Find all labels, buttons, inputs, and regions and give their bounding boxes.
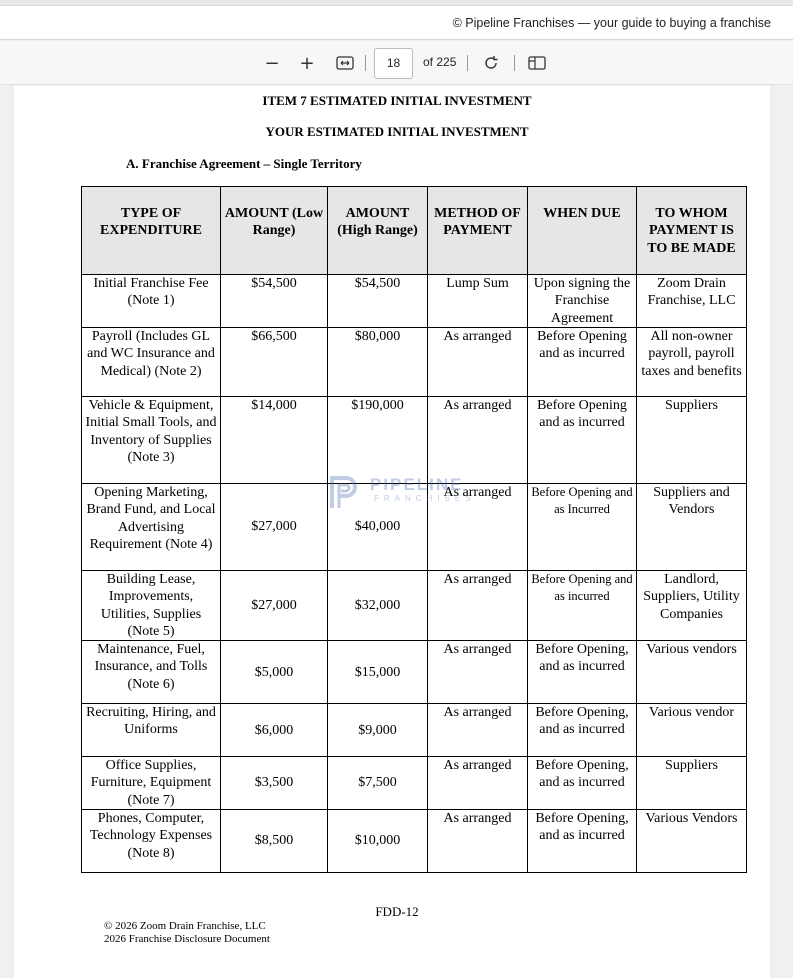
site-credit-bar — [0, 6, 793, 40]
cell-low: $5,000 — [221, 641, 328, 704]
document-page — [14, 86, 770, 978]
cell-low: $3,500 — [221, 757, 328, 810]
cell-type: Phones, Computer, Technology Expenses (Note 8) — [82, 810, 221, 873]
table-row — [82, 810, 747, 873]
cell-high: $32,000 — [328, 571, 428, 641]
cell-type: Initial Franchise Fee (Note 1) — [82, 275, 221, 328]
toolbar-divider — [467, 55, 468, 71]
cell-high: $40,000 — [328, 484, 428, 571]
cell-whom: Landlord, Suppliers, Utility Companies — [637, 571, 747, 641]
item-heading: ITEM 7 ESTIMATED INITIAL INVESTMENT — [262, 93, 532, 108]
table-row — [82, 484, 747, 571]
cell-method: As arranged — [428, 704, 528, 757]
cell-type: Vehicle & Equipment, Initial Small Tools, and Inventory of Supplies (Note 3) — [82, 397, 221, 484]
cell-method: As arranged — [428, 328, 528, 397]
footer-copyright — [104, 920, 270, 946]
cell-high: $190,000 — [328, 397, 428, 484]
investment-table — [81, 186, 747, 873]
cell-when: Before Opening and as incurred — [528, 397, 637, 484]
cell-method: As arranged — [428, 810, 528, 873]
cell-method: As arranged — [428, 397, 528, 484]
cell-when: Before Opening and as incurred — [528, 571, 637, 641]
cell-high: $10,000 — [328, 810, 428, 873]
cell-low: $54,500 — [221, 275, 328, 328]
cell-method: Lump Sum — [428, 275, 528, 328]
fit-width-icon[interactable] — [333, 50, 357, 76]
cell-type: Recruiting, Hiring, and Uniforms — [82, 704, 221, 757]
cell-whom: All non-owner payroll, payroll taxes and benefits — [637, 328, 747, 397]
section-title: A. Franchise Agreement – Single Territory — [126, 156, 362, 171]
cell-whom: Various vendor — [637, 704, 747, 757]
cell-method: As arranged — [428, 757, 528, 810]
cell-high: $9,000 — [328, 704, 428, 757]
section-subheading: YOUR ESTIMATED INITIAL INVESTMENT — [265, 124, 529, 139]
cell-when: Before Opening, and as incurred — [528, 757, 637, 810]
cell-method: As arranged — [428, 641, 528, 704]
cell-type: Maintenance, Fuel, Insurance, and Tolls (Note 6) — [82, 641, 221, 704]
watermark-sub: FRANCHISES — [374, 494, 476, 503]
cell-low: $27,000 — [221, 571, 328, 641]
cell-whom: Suppliers and Vendors — [637, 484, 747, 571]
cell-high: $54,500 — [328, 275, 428, 328]
cell-low: $6,000 — [221, 704, 328, 757]
toolbar-divider — [365, 55, 366, 71]
copyright-line: © 2026 Zoom Drain Franchise, LLC — [104, 920, 266, 932]
pdf-toolbar — [0, 41, 793, 85]
cell-when: Before Opening, and as incurred — [528, 641, 637, 704]
cell-when: Before Opening, and as incurred — [528, 810, 637, 873]
cell-type: Opening Marketing, Brand Fund, and Local Advertising Requirement (Note 4) — [82, 484, 221, 571]
rotate-icon[interactable] — [480, 50, 502, 76]
header-amount-low: AMOUNT (Low Range) — [221, 187, 328, 275]
header-method: METHOD OF PAYMENT — [428, 187, 528, 275]
toolbar-divider — [514, 55, 515, 71]
page-number-input[interactable]: 18 — [374, 48, 413, 79]
cell-whom: Various vendors — [637, 641, 747, 704]
table-row — [82, 571, 747, 641]
header-type: TYPE OF EXPENDITURE — [82, 187, 221, 275]
page-label: FDD-12 — [375, 904, 419, 919]
cell-method: As arranged — [428, 571, 528, 641]
cell-whom: Suppliers — [637, 757, 747, 810]
table-row — [82, 328, 747, 397]
page-total: of 225 — [423, 55, 457, 69]
cell-low: $66,500 — [221, 328, 328, 397]
cell-when: Upon signing the Franchise Agreement — [528, 275, 637, 328]
table-header-row — [82, 187, 747, 275]
cell-whom: Suppliers — [637, 397, 747, 484]
zoom-out-button[interactable]: − — [264, 52, 280, 74]
cell-low: $8,500 — [221, 810, 328, 873]
header-to-whom: TO WHOM PAYMENT IS TO BE MADE — [637, 187, 747, 275]
page-view-icon[interactable] — [526, 50, 548, 76]
table-row — [82, 757, 747, 810]
cell-method: As arranged — [428, 484, 528, 571]
cell-high: $7,500 — [328, 757, 428, 810]
table-row — [82, 704, 747, 757]
header-when-due: WHEN DUE — [528, 187, 637, 275]
cell-whom: Various Vendors — [637, 810, 747, 873]
table-row — [82, 397, 747, 484]
site-credit: © Pipeline Franchises — your guide to buying a franchise — [452, 16, 771, 30]
cell-low: $27,000 — [221, 484, 328, 571]
cell-type: Payroll (Includes GL and WC Insurance and Medical) (Note 2) — [82, 328, 221, 397]
cell-when: Before Opening and as Incurred — [528, 484, 637, 571]
cell-whom: Zoom Drain Franchise, LLC — [637, 275, 747, 328]
zoom-in-button[interactable]: + — [299, 52, 315, 74]
watermark-brand: PIPELINE — [370, 475, 464, 494]
cell-when: Before Opening, and as incurred — [528, 704, 637, 757]
table-row — [82, 641, 747, 704]
document-name: 2026 Franchise Disclosure Document — [104, 933, 270, 945]
header-amount-high: AMOUNT (High Range) — [328, 187, 428, 275]
table-row — [82, 275, 747, 328]
cell-type: Office Supplies, Furniture, Equipment (Note 7) — [82, 757, 221, 810]
cell-low: $14,000 — [221, 397, 328, 484]
cell-when: Before Opening and as incurred — [528, 328, 637, 397]
cell-type: Building Lease, Improvements, Utilities, Supplies (Note 5) — [82, 571, 221, 641]
cell-high: $80,000 — [328, 328, 428, 397]
cell-high: $15,000 — [328, 641, 428, 704]
